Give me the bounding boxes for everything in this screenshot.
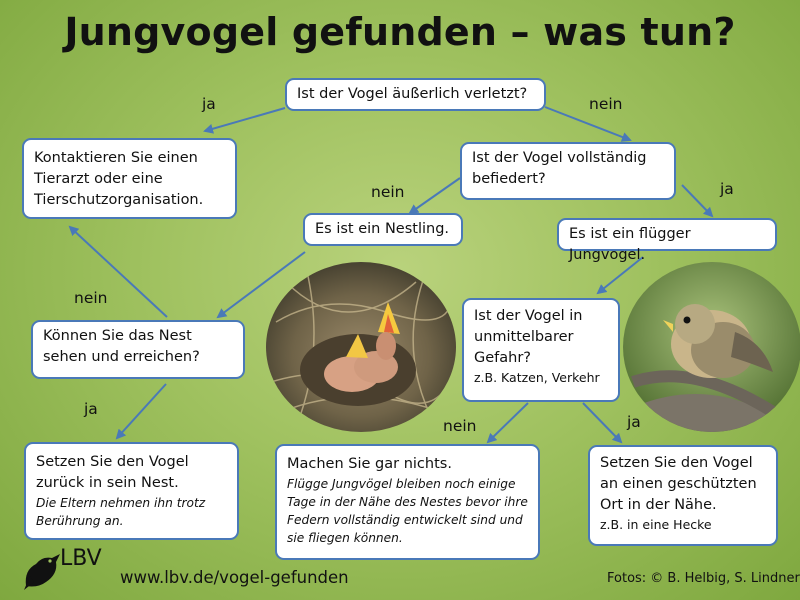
arrow-nest-yes (117, 384, 166, 438)
question-injured-box (285, 78, 546, 111)
move-safe-box (588, 445, 778, 546)
label-danger-no: nein (443, 417, 477, 435)
lbv-logo-text: LBV (60, 546, 102, 571)
question-nest-box (31, 320, 245, 379)
nestling-text: Es ist ein Nestling. (315, 221, 450, 237)
bird-silhouette-logo-icon (22, 546, 62, 592)
question-injured-text: Ist der Vogel äußerlich verletzt? (297, 86, 528, 102)
label-feathered-yes: ja (720, 180, 734, 198)
label-injured-yes: ja (202, 95, 216, 113)
footer-url[interactable]: www.lbv.de/vogel-gefunden (120, 568, 349, 587)
fledgling-on-branch-photo (623, 262, 800, 432)
page-title: Jungvogel gefunden – was tun? (64, 10, 736, 54)
do-nothing-note: Flügge Jungvögel bleiben noch einige Tage in der Nähe des Nestes bevor ihre Federn vollständig entwickelt sind und sie fliegen können. (287, 477, 528, 545)
arrow-danger-yes (583, 403, 621, 442)
lbv-logo (22, 546, 106, 592)
label-nest-yes: ja (84, 400, 98, 418)
put-back-note: Die Eltern nehmen ihn trotz Berührung an. (36, 496, 206, 528)
nestling-box (303, 213, 463, 246)
photo-credits: Fotos: © B. Helbig, S. Lindner (607, 571, 800, 586)
move-safe-text: Setzen Sie den Vogel an einen geschützten Ort in der Nähe. (600, 455, 757, 513)
question-feathered-text: Ist der Vogel vollständig befiedert? (472, 150, 647, 187)
contact-vet-text: Kontaktieren Sie einen Tierarzt oder eine Tierschutzorganisation. (34, 150, 204, 208)
arrow-feathered-yes (682, 185, 712, 216)
question-danger-example: z.B. Katzen, Verkehr (474, 370, 600, 385)
do-nothing-box (275, 444, 540, 560)
fledgling-box (557, 218, 777, 263)
label-nest-no: nein (74, 289, 108, 307)
move-safe-example: z.B. in eine Hecke (600, 517, 712, 532)
do-nothing-text: Machen Sie gar nichts. (287, 456, 452, 472)
arrow-feathered-no (410, 178, 460, 213)
label-feathered-no: nein (371, 183, 405, 201)
question-feathered-box (460, 142, 676, 200)
nestlings-in-nest-photo (266, 262, 456, 432)
put-back-box (24, 442, 239, 540)
question-nest-text: Können Sie das Nest sehen und erreichen? (43, 328, 200, 365)
put-back-text: Setzen Sie den Vogel zurück in sein Nest. (36, 454, 189, 491)
fledgling-text: Es ist ein flügger Jungvogel. (569, 226, 691, 263)
label-danger-yes: ja (627, 413, 641, 431)
question-danger-text: Ist der Vogel in unmittelbarer Gefahr? (474, 308, 583, 366)
label-injured-no: nein (589, 95, 623, 113)
contact-vet-box (22, 138, 237, 219)
arrow-danger-no (488, 403, 528, 442)
question-danger-box (462, 298, 620, 402)
arrow-injured-yes (205, 108, 285, 131)
